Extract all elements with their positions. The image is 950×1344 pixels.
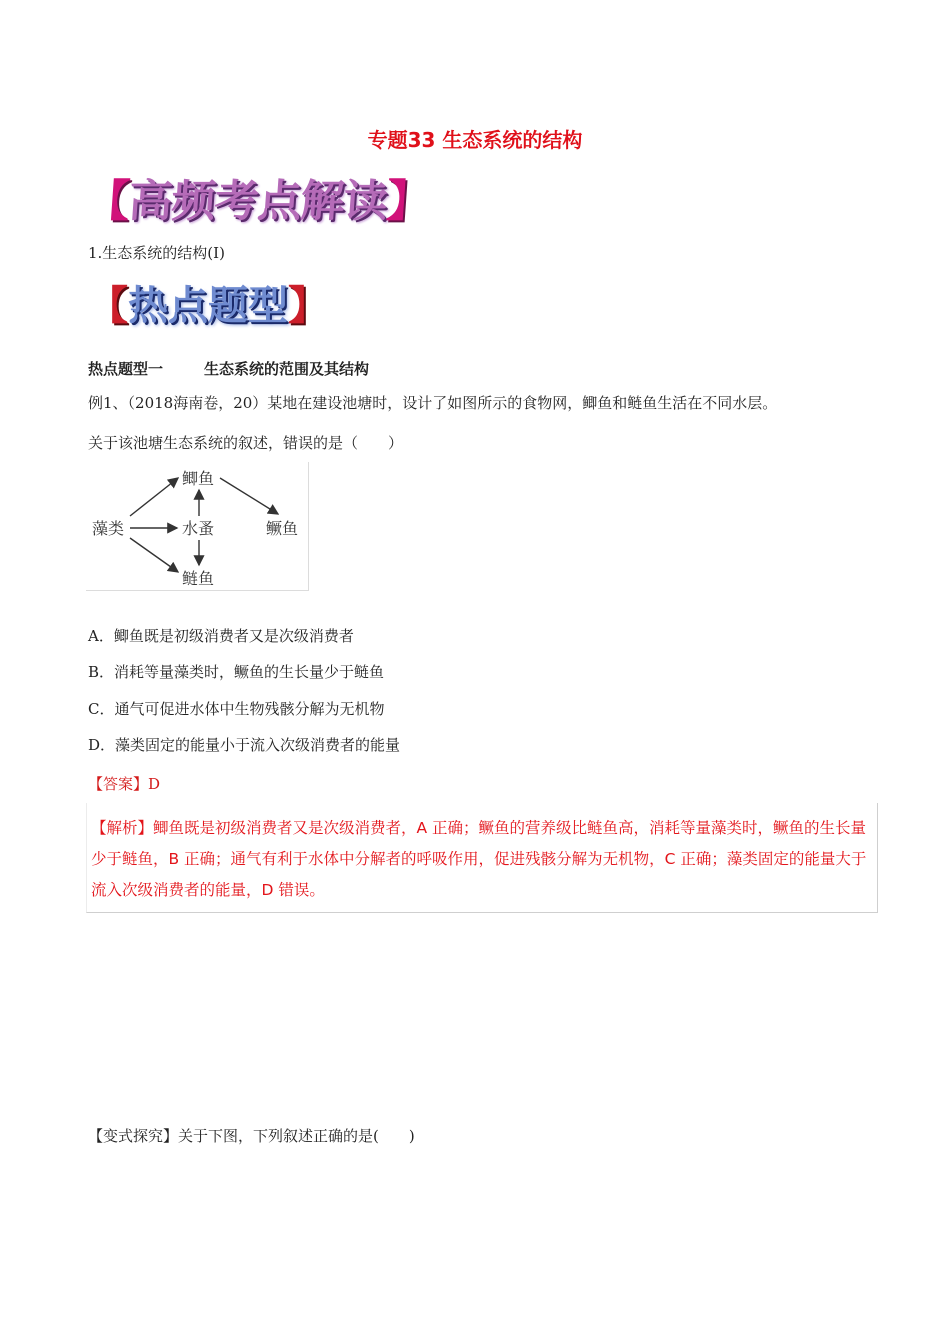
food-web-svg	[86, 462, 308, 590]
banner-text: 高频考点解读	[126, 176, 389, 227]
banner-bracket-open: 【	[83, 176, 131, 227]
node-crucian-carp: 鲫鱼	[182, 469, 215, 488]
option-d: D．藻类固定的能量小于流入次级消费者的能量	[88, 736, 401, 754]
section-label: 热点题型一	[88, 360, 164, 378]
example-stem-line1: 例1、（2018海南卷，20）某地在建设池塘时，设计了如图所示的食物网，鲫鱼和鲢鱼生活在不同水层。	[88, 394, 778, 412]
node-mandarin-fish: 鳜鱼	[266, 519, 299, 538]
banner-bracket-open: 【	[88, 282, 128, 329]
example-stem-line2: 关于该池塘生态系统的叙述，错误的是（ ）	[88, 434, 404, 452]
arrow-algae-to-crucian	[130, 478, 178, 516]
answer: 【答案】D	[88, 775, 161, 793]
banner-text: 热点题型	[128, 282, 288, 329]
banner-bracket-close: 】	[288, 282, 328, 329]
node-water-flea: 水蚤	[182, 519, 215, 538]
analysis-text: 【解析】鲫鱼既是初级消费者又是次级消费者，A 正确；鳜鱼的营养级比鲢鱼高，消耗等量藻类时，鳜鱼的生长量少于鲢鱼，B 正确；通气有利于水体中分解者的呼吸作用，促进残骸分解为无机物，C 正确；藻类固定的能量大于流入次级消费者的能量，D 错误。	[91, 819, 867, 899]
node-silver-carp: 鲢鱼	[182, 569, 215, 588]
page-title: 专题33 生态系统的结构	[367, 128, 583, 152]
arrow-crucian-to-mandarin	[220, 478, 278, 514]
banner-hot-topics	[88, 274, 328, 331]
point-item: 1.生态系统的结构(Ⅰ)	[88, 244, 225, 262]
food-web-diagram	[86, 462, 309, 591]
analysis-box	[86, 803, 878, 913]
banner-bracket-close: 】	[384, 176, 432, 227]
option-c: C．通气可促进水体中生物残骸分解为无机物	[88, 700, 385, 718]
node-algae: 藻类	[92, 519, 125, 538]
section-title: 生态系统的范围及其结构	[204, 360, 370, 378]
option-a: A．鲫鱼既是初级消费者又是次级消费者	[88, 627, 354, 645]
arrow-algae-to-silver	[130, 538, 178, 572]
variant-question: 【变式探究】关于下图，下列叙述正确的是( )	[88, 1127, 415, 1145]
banner-high-frequency-points	[84, 165, 432, 229]
option-b: B．消耗等量藻类时，鳜鱼的生长量少于鲢鱼	[88, 663, 385, 681]
